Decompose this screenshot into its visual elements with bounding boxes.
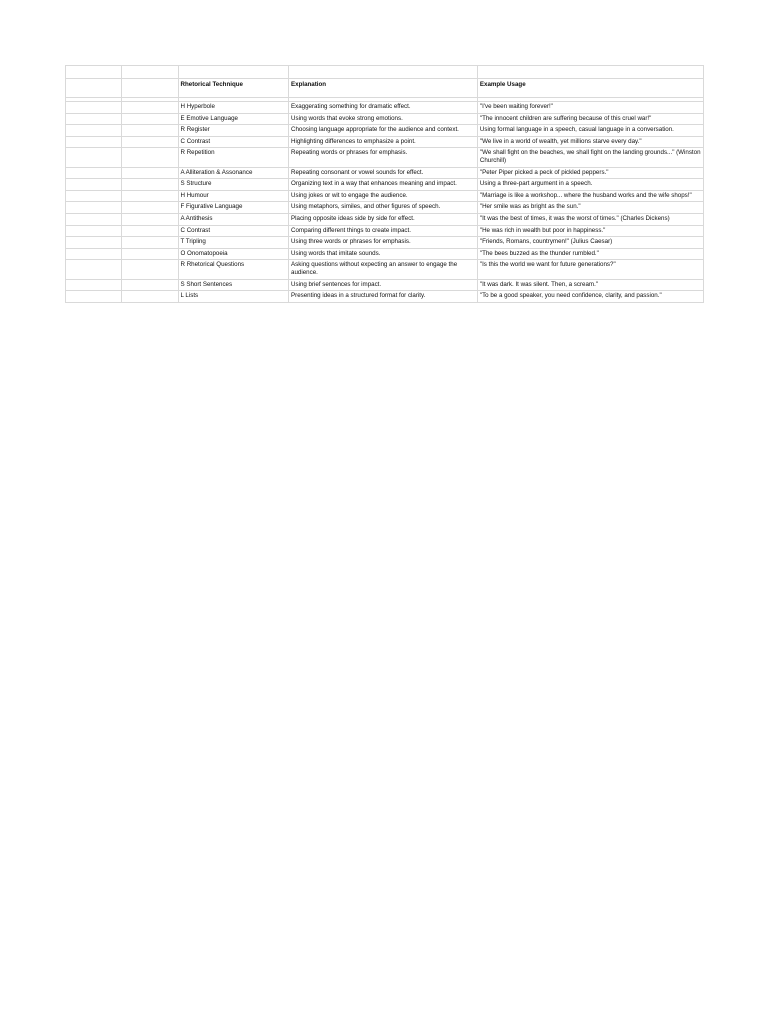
technique-cell: H Humour	[178, 190, 289, 202]
explanation-cell: Using three words or phrases for emphasis.	[289, 237, 478, 249]
empty-cell	[66, 291, 122, 303]
table-row	[66, 291, 704, 303]
example-cell: "Peter Piper picked a peck of pickled peppers."	[477, 167, 703, 179]
empty-cell	[66, 225, 122, 237]
empty-cell	[289, 66, 478, 79]
empty-cell	[66, 190, 122, 202]
empty-cell	[66, 202, 122, 214]
empty-cell	[122, 279, 178, 291]
empty-cell	[66, 260, 122, 279]
table-row	[66, 102, 704, 114]
technique-cell: O Onomatopoeia	[178, 248, 289, 260]
explanation-cell: Repeating consonant or vowel sounds for effect.	[289, 167, 478, 179]
empty-cell	[122, 225, 178, 237]
empty-cell	[178, 66, 289, 79]
example-cell: "The bees buzzed as the thunder rumbled."	[477, 248, 703, 260]
empty-cell	[66, 102, 122, 114]
technique-cell: C Contrast	[178, 225, 289, 237]
empty-cell	[66, 136, 122, 148]
empty-cell	[66, 179, 122, 191]
empty-cell	[66, 66, 122, 79]
explanation-cell: Repeating words or phrases for emphasis.	[289, 148, 478, 167]
example-cell: "I've been waiting forever!"	[477, 102, 703, 114]
empty-cell	[122, 125, 178, 137]
example-cell: "To be a good speaker, you need confidence, clarity, and passion."	[477, 291, 703, 303]
table-row	[66, 190, 704, 202]
empty-cell	[122, 237, 178, 249]
technique-cell: C Contrast	[178, 136, 289, 148]
example-cell: Using a three-part argument in a speech.	[477, 179, 703, 191]
table-row	[66, 237, 704, 249]
empty-cell	[66, 113, 122, 125]
explanation-cell: Presenting ideas in a structured format for clarity.	[289, 291, 478, 303]
explanation-cell: Highlighting differences to emphasize a point.	[289, 136, 478, 148]
empty-cell	[122, 260, 178, 279]
explanation-cell: Using metaphors, similes, and other figures of speech.	[289, 202, 478, 214]
empty-cell	[122, 179, 178, 191]
table-row	[66, 279, 704, 291]
empty-cell	[122, 213, 178, 225]
explanation-cell: Using brief sentences for impact.	[289, 279, 478, 291]
example-cell: "Friends, Romans, countrymen!" (Julius Caesar)	[477, 237, 703, 249]
technique-cell: A Alliteration & Assonance	[178, 167, 289, 179]
example-cell: "It was dark. It was silent. Then, a scream."	[477, 279, 703, 291]
technique-cell: R Register	[178, 125, 289, 137]
explanation-cell: Organizing text in a way that enhances meaning and impact.	[289, 179, 478, 191]
empty-cell	[66, 279, 122, 291]
technique-cell: F Figurative Language	[178, 202, 289, 214]
empty-cell	[122, 291, 178, 303]
table-row	[66, 113, 704, 125]
empty-top-row	[66, 66, 704, 79]
header-row	[66, 79, 704, 98]
explanation-cell: Using jokes or wit to engage the audience.	[289, 190, 478, 202]
empty-cell	[122, 167, 178, 179]
table-row	[66, 167, 704, 179]
explanation-cell: Exaggerating something for dramatic effect.	[289, 102, 478, 114]
example-cell: "It was the best of times, it was the worst of times." (Charles Dickens)	[477, 213, 703, 225]
table-row	[66, 179, 704, 191]
empty-cell	[122, 136, 178, 148]
example-cell: "Her smile was as bright as the sun."	[477, 202, 703, 214]
technique-cell: S Short Sentences	[178, 279, 289, 291]
empty-cell	[66, 248, 122, 260]
table-row	[66, 260, 704, 279]
empty-cell	[122, 190, 178, 202]
empty-cell	[66, 125, 122, 137]
empty-cell	[122, 66, 178, 79]
technique-cell: R Rhetorical Questions	[178, 260, 289, 279]
technique-cell: A Antithesis	[178, 213, 289, 225]
empty-cell	[66, 237, 122, 249]
table-row	[66, 136, 704, 148]
empty-cell	[122, 148, 178, 167]
table-row	[66, 148, 704, 167]
technique-cell: S Structure	[178, 179, 289, 191]
example-cell: "Marriage is like a workshop... where the husband works and the wife shops!"	[477, 190, 703, 202]
technique-cell: T Tripling	[178, 237, 289, 249]
technique-cell: R Repetition	[178, 148, 289, 167]
table-row	[66, 125, 704, 137]
empty-cell	[122, 113, 178, 125]
example-cell: "We shall fight on the beaches, we shall fight on the landing grounds..." (Winston Churchill)	[477, 148, 703, 167]
table-row	[66, 248, 704, 260]
empty-cell	[122, 79, 178, 98]
empty-cell	[66, 213, 122, 225]
table-row	[66, 202, 704, 214]
technique-cell: H Hyperbole	[178, 102, 289, 114]
explanation-cell: Using words that evoke strong emotions.	[289, 113, 478, 125]
explanation-cell: Asking questions without expecting an answer to engage the audience.	[289, 260, 478, 279]
explanation-cell: Placing opposite ideas side by side for effect.	[289, 213, 478, 225]
technique-cell: L Lists	[178, 291, 289, 303]
example-cell: "He was rich in wealth but poor in happiness."	[477, 225, 703, 237]
rhetorical-techniques-table	[65, 65, 704, 303]
header-example: Example Usage	[477, 79, 703, 98]
empty-cell	[66, 79, 122, 98]
empty-cell	[122, 202, 178, 214]
explanation-cell: Using words that imitate sounds.	[289, 248, 478, 260]
empty-cell	[122, 102, 178, 114]
header-explanation: Explanation	[289, 79, 478, 98]
example-cell: "We live in a world of wealth, yet millions starve every day."	[477, 136, 703, 148]
example-cell: "The innocent children are suffering because of this cruel war!"	[477, 113, 703, 125]
explanation-cell: Comparing different things to create impact.	[289, 225, 478, 237]
technique-cell: E Emotive Language	[178, 113, 289, 125]
empty-cell	[66, 148, 122, 167]
empty-cell	[477, 66, 703, 79]
example-cell: "Is this the world we want for future generations?"	[477, 260, 703, 279]
header-technique: Rhetorical Technique	[178, 79, 289, 98]
table-row	[66, 225, 704, 237]
table-row	[66, 213, 704, 225]
example-cell: Using formal language in a speech, casual language in a conversation.	[477, 125, 703, 137]
empty-cell	[122, 248, 178, 260]
empty-cell	[66, 167, 122, 179]
explanation-cell: Choosing language appropriate for the audience and context.	[289, 125, 478, 137]
